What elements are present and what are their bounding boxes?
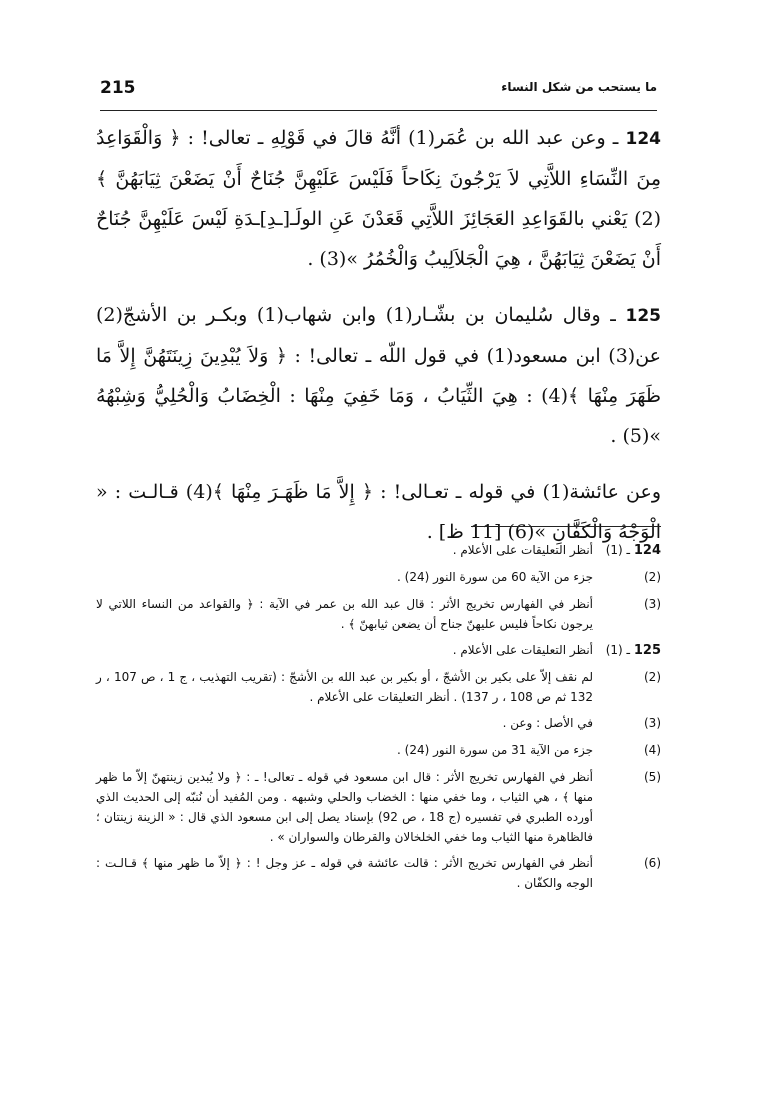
footnote: [96, 667, 661, 707]
footnote-group: 124: [633, 543, 661, 558]
footnote: [96, 567, 661, 588]
footnote-number: (6): [643, 856, 661, 870]
footnote: [96, 594, 661, 634]
footnotes: [96, 540, 661, 899]
footnote-text: جزء من الآية 31 من سورة النور (24) .: [397, 743, 593, 757]
paragraph-number: 124: [625, 129, 661, 149]
footnote-text: جزء من الآية 60 من سورة النور (24) .: [397, 570, 593, 584]
footnote-text: أنظر في الفهارس تخريج الأثر : قال عبد الله بن عمر في الآية : ﴿ والقواعد من النساء اللاتي لا يرجون نكاحاً فليس عليهنّ جناح أن يضعن ثيابهنّ ﴾ .: [96, 597, 593, 631]
running-title: ما يستحب من شكل النساء: [501, 80, 657, 94]
main-text: [96, 118, 661, 566]
footnote-number: (3): [643, 716, 661, 730]
paragraph-number: 125: [625, 306, 661, 326]
footnote: [96, 767, 661, 847]
footnote-text: أنظر في الفهارس تخريج الأثر : قالت عائشة في قوله ـ عز وجل ! : ﴿ إلاّ ما ظهر منها ﴾ قـالـت : الوجه والكفّان .: [96, 856, 593, 890]
footnote-number: (2): [643, 570, 661, 584]
footnote-text: في الأصل : وعن .: [502, 716, 593, 730]
footnote-text: لم نقف إلاّ على بكير بن الأشجّ ، أو بكير بن عبد الله بن الأشجّ : (تقريب التهذيب ، ج 1 ، ص 107 ، ر 132 ثم ص 108 ، ر 137) . أنظر التعليقات على الأعلام .: [96, 670, 594, 704]
footnote: [96, 853, 661, 893]
footnote: [96, 740, 661, 761]
footnote-text: أنظر في الفهارس تخريج الأثر : قال ابن مسعود في قوله ـ تعالى! ـ : ﴿ ولا يُبدين زينتهنّ إلاّ ما ظهر منها ﴾ ، هي الثياب ، وما خفي منها : الخضاب والحلي وشبهه . ومن المُفيد أن نُنبّه إلى الحديث الذي أورده الطبري في تفسيره (ج 18 ، ص 92) بإسناد يصل إلى ابن مسعود الذي قال : « الزينة زينتان ؛ فالظاهرة منها الثياب وما خفي الخلخالان والقرطان والسواران » .: [96, 770, 593, 844]
page-header: [100, 76, 657, 111]
footnote: 124 ـ (1) أنظر التعليقات على الأعلام .: [96, 540, 661, 561]
paragraph-124: [96, 118, 661, 279]
footnote-separator: [471, 526, 661, 527]
footnote-number: (2): [643, 670, 661, 684]
paragraph-text: ـ وعن عبد الله بن عُمَر(1) أنَّهُ قالَ في قَوْلِهِ ـ تعالى! : ﴿ وَالْقَوَاعِدُ مِنَ النِّسَاءِ اللاَّتِي لاَ يَرْجُونَ نِكَاحاً فَلَيْسَ عَلَيْهِنَّ جُنَاحٌ أَنْ يَضَعْنَ ثِيَابَهُنَّ ﴾(2) يَعْني بالقَوَاعِدِ العَجَائِزَ اللاَّتِي قَعَدْنَ عَنِ الولَـ[ـدِ]ـدَةِ لَيْسَ عَلَيْهِنَّ جُنَاحٌ أَنْ يَضَعْنَ ثِيَابَهُنَّ ، هِيَ الْجَلاَلِيبُ وَالْخُمُرُ »(3) .: [96, 127, 661, 270]
footnote-text: أنظر التعليقات على الأعلام .: [452, 643, 593, 657]
footnote: 125 ـ (1) أنظر التعليقات على الأعلام .: [96, 640, 661, 661]
footnote-number: (1): [605, 543, 623, 557]
footnote: [96, 713, 661, 734]
page-number: 215: [100, 78, 136, 98]
paragraph-text: وعن عائشة(1) في قوله ـ تعـالى! : ﴿ إِلاَّ مَا ظَهَـرَ مِنْهَا ﴾(4) قـالـت : « الْوَجْهُ وَالْكَفَّانِ »(6) [11 ظ] .: [96, 481, 661, 543]
footnote-group: 125: [633, 643, 661, 658]
footnote-number: (5): [643, 770, 661, 784]
paragraph-125: [96, 295, 661, 456]
footnote-number: (1): [605, 643, 623, 657]
footnote-number: (4): [643, 743, 661, 757]
footnote-text: أنظر التعليقات على الأعلام .: [452, 543, 593, 557]
footnote-number: (3): [643, 597, 661, 611]
paragraph-text: ـ وقال سُليمان بن بشّـار(1) وابن شهاب(1) وبكـر بن الأشجّ(2) عن(3) ابن مسعود(1) في قول اللّه ـ تعالى! : ﴿ وَلاَ يُبْدِينَ زِينَتَهُنَّ إِلاَّ مَا ظَهَرَ مِنْهَا ﴾(4) : هِيَ الثِّيَابُ ، وَمَا خَفِيَ مِنْهَا : الْخِضَابُ وَالْحُلِيُّ وَشِبْهُهُ »(5) .: [96, 304, 661, 447]
